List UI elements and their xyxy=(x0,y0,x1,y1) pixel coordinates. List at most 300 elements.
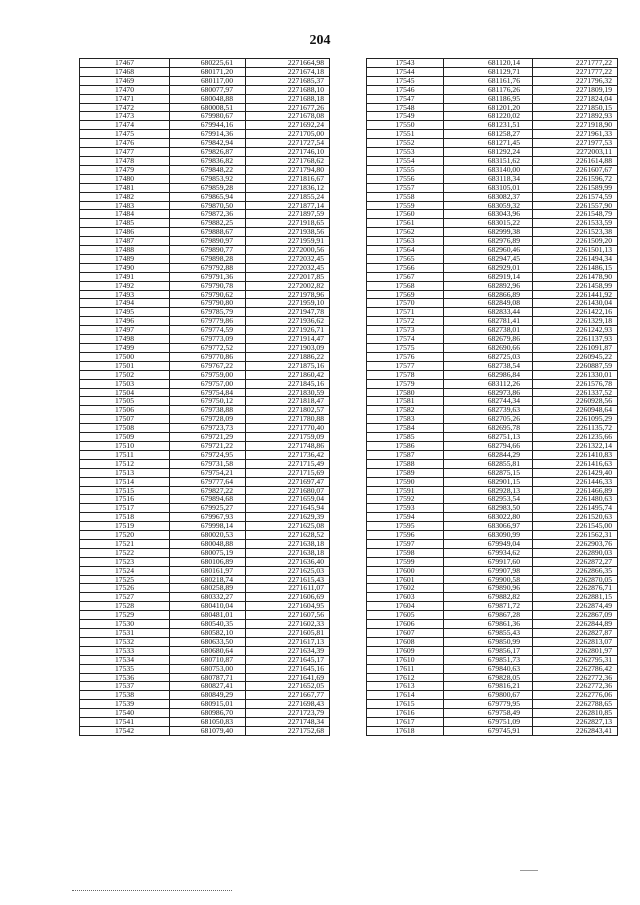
point-number-cell: 17541 xyxy=(80,718,170,727)
y-coordinate-cell: 2271625,03 xyxy=(246,566,330,575)
x-coordinate-cell: 679790,78 xyxy=(170,281,246,290)
x-coordinate-cell: 680218,74 xyxy=(170,575,246,584)
table-row xyxy=(80,237,330,246)
x-coordinate-cell: 679848,22 xyxy=(170,165,246,174)
table-row xyxy=(367,468,618,477)
table-row xyxy=(80,370,330,379)
point-number-cell: 17589 xyxy=(367,468,444,477)
point-number-cell: 17545 xyxy=(367,76,444,85)
table-row xyxy=(367,531,618,540)
x-coordinate-cell: 682739,63 xyxy=(444,406,533,415)
x-coordinate-cell: 679855,43 xyxy=(444,629,533,638)
point-number-cell: 17575 xyxy=(367,344,444,353)
point-number-cell: 17476 xyxy=(80,139,170,148)
x-coordinate-cell: 679872,36 xyxy=(170,210,246,219)
point-number-cell: 17618 xyxy=(367,726,444,735)
y-coordinate-cell: 2271818,47 xyxy=(246,397,330,406)
y-coordinate-cell: 2260945,22 xyxy=(533,352,618,361)
x-coordinate-cell: 683112,26 xyxy=(444,379,533,388)
table-row xyxy=(80,103,330,112)
y-coordinate-cell: 2262772,36 xyxy=(533,682,618,691)
y-coordinate-cell: 2271645,16 xyxy=(246,664,330,673)
point-number-cell: 17616 xyxy=(367,709,444,718)
point-number-cell: 17536 xyxy=(80,673,170,682)
y-coordinate-cell: 2271978,96 xyxy=(246,290,330,299)
point-number-cell: 17485 xyxy=(80,219,170,228)
x-coordinate-cell: 681220,02 xyxy=(444,112,533,121)
x-coordinate-cell: 680020,53 xyxy=(170,531,246,540)
point-number-cell: 17478 xyxy=(80,156,170,165)
table-row xyxy=(367,557,618,566)
point-number-cell: 17526 xyxy=(80,584,170,593)
y-coordinate-cell: 2271617,13 xyxy=(246,637,330,646)
y-coordinate-cell: 2271692,24 xyxy=(246,121,330,130)
y-coordinate-cell: 2262827,87 xyxy=(533,629,618,638)
x-coordinate-cell: 683151,62 xyxy=(444,156,533,165)
y-coordinate-cell: 2271605,81 xyxy=(246,629,330,638)
y-coordinate-cell: 2262874,49 xyxy=(533,602,618,611)
x-coordinate-cell: 679777,64 xyxy=(170,477,246,486)
table-row xyxy=(367,611,618,620)
point-number-cell: 17583 xyxy=(367,415,444,424)
y-coordinate-cell: 2261235,66 xyxy=(533,433,618,442)
table-row xyxy=(367,76,618,85)
point-number-cell: 17612 xyxy=(367,673,444,682)
table-row xyxy=(80,726,330,735)
y-coordinate-cell: 2271809,19 xyxy=(533,85,618,94)
point-number-cell: 17479 xyxy=(80,165,170,174)
y-coordinate-cell: 2271604,95 xyxy=(246,602,330,611)
point-number-cell: 17483 xyxy=(80,201,170,210)
table-row xyxy=(367,174,618,183)
point-number-cell: 17540 xyxy=(80,709,170,718)
x-coordinate-cell: 680048,88 xyxy=(170,94,246,103)
y-coordinate-cell: 2271794,80 xyxy=(246,165,330,174)
table-row xyxy=(367,272,618,281)
table-row xyxy=(367,299,618,308)
y-coordinate-cell: 2261545,00 xyxy=(533,522,618,531)
x-coordinate-cell: 680258,89 xyxy=(170,584,246,593)
table-row xyxy=(367,94,618,103)
table-row xyxy=(367,593,618,602)
y-coordinate-cell: 2261242,93 xyxy=(533,326,618,335)
point-number-cell: 17518 xyxy=(80,513,170,522)
y-coordinate-cell: 2271777,22 xyxy=(533,67,618,76)
x-coordinate-cell: 679827,22 xyxy=(170,486,246,495)
x-coordinate-cell: 680117,00 xyxy=(170,76,246,85)
y-coordinate-cell: 2271674,18 xyxy=(246,67,330,76)
point-number-cell: 17534 xyxy=(80,655,170,664)
table-row xyxy=(80,682,330,691)
x-coordinate-cell: 679731,58 xyxy=(170,459,246,468)
table-row xyxy=(80,192,330,201)
point-number-cell: 17517 xyxy=(80,504,170,513)
table-row xyxy=(80,148,330,157)
y-coordinate-cell: 2271723,79 xyxy=(246,709,330,718)
x-coordinate-cell: 679723,73 xyxy=(170,424,246,433)
table-row xyxy=(367,237,618,246)
x-coordinate-cell: 680106,89 xyxy=(170,557,246,566)
table-row xyxy=(80,272,330,281)
x-coordinate-cell: 682953,54 xyxy=(444,495,533,504)
point-number-cell: 17516 xyxy=(80,495,170,504)
table-row xyxy=(367,709,618,718)
table-row xyxy=(80,379,330,388)
point-number-cell: 17488 xyxy=(80,246,170,255)
y-coordinate-cell: 2260948,64 xyxy=(533,406,618,415)
y-coordinate-cell: 2262810,85 xyxy=(533,709,618,718)
table-row xyxy=(367,620,618,629)
table-row xyxy=(80,539,330,548)
x-coordinate-cell: 679791,36 xyxy=(170,272,246,281)
point-number-cell: 17491 xyxy=(80,272,170,281)
point-number-cell: 17482 xyxy=(80,192,170,201)
x-coordinate-cell: 680680,64 xyxy=(170,646,246,655)
y-coordinate-cell: 2261330,01 xyxy=(533,370,618,379)
x-coordinate-cell: 679773,09 xyxy=(170,335,246,344)
x-coordinate-cell: 679754,21 xyxy=(170,468,246,477)
point-number-cell: 17475 xyxy=(80,130,170,139)
x-coordinate-cell: 683059,32 xyxy=(444,201,533,210)
y-coordinate-cell: 2261557,90 xyxy=(533,201,618,210)
y-coordinate-cell: 2261494,34 xyxy=(533,254,618,263)
table-row xyxy=(80,646,330,655)
x-coordinate-cell: 682744,34 xyxy=(444,397,533,406)
point-number-cell: 17608 xyxy=(367,637,444,646)
table-row xyxy=(367,629,618,638)
table-row xyxy=(80,121,330,130)
x-coordinate-cell: 681201,20 xyxy=(444,103,533,112)
x-coordinate-cell: 683118,34 xyxy=(444,174,533,183)
point-number-cell: 17561 xyxy=(367,219,444,228)
y-coordinate-cell: 2261422,16 xyxy=(533,308,618,317)
y-coordinate-cell: 2271677,26 xyxy=(246,103,330,112)
x-coordinate-cell: 680048,88 xyxy=(170,539,246,548)
point-number-cell: 17582 xyxy=(367,406,444,415)
point-number-cell: 17579 xyxy=(367,379,444,388)
table-row xyxy=(367,254,618,263)
y-coordinate-cell: 2262843,41 xyxy=(533,726,618,735)
y-coordinate-cell: 2271628,52 xyxy=(246,531,330,540)
point-number-cell: 17592 xyxy=(367,495,444,504)
table-row xyxy=(80,513,330,522)
table-row xyxy=(80,174,330,183)
x-coordinate-cell: 679925,27 xyxy=(170,504,246,513)
x-coordinate-cell: 679759,00 xyxy=(170,370,246,379)
point-number-cell: 17572 xyxy=(367,317,444,326)
table-row xyxy=(367,263,618,272)
x-coordinate-cell: 683015,22 xyxy=(444,219,533,228)
table-row xyxy=(80,112,330,121)
x-coordinate-cell: 682973,86 xyxy=(444,388,533,397)
table-row xyxy=(80,433,330,442)
point-number-cell: 17574 xyxy=(367,335,444,344)
y-coordinate-cell: 2271796,32 xyxy=(533,76,618,85)
y-coordinate-cell: 2271959,91 xyxy=(246,237,330,246)
table-row xyxy=(80,557,330,566)
point-number-cell: 17506 xyxy=(80,406,170,415)
x-coordinate-cell: 679816,21 xyxy=(444,682,533,691)
point-number-cell: 17530 xyxy=(80,620,170,629)
y-coordinate-cell: 2271836,12 xyxy=(246,183,330,192)
y-coordinate-cell: 2261446,33 xyxy=(533,477,618,486)
table-row xyxy=(367,183,618,192)
point-number-cell: 17587 xyxy=(367,450,444,459)
x-coordinate-cell: 682960,46 xyxy=(444,246,533,255)
x-coordinate-cell: 679890,77 xyxy=(170,246,246,255)
x-coordinate-cell: 681258,27 xyxy=(444,130,533,139)
footer-rule xyxy=(72,890,232,891)
point-number-cell: 17514 xyxy=(80,477,170,486)
table-row xyxy=(80,281,330,290)
y-coordinate-cell: 2271897,59 xyxy=(246,210,330,219)
table-row xyxy=(367,575,618,584)
x-coordinate-cell: 683105,01 xyxy=(444,183,533,192)
y-coordinate-cell: 2262844,89 xyxy=(533,620,618,629)
x-coordinate-cell: 683082,37 xyxy=(444,192,533,201)
x-coordinate-cell: 682892,96 xyxy=(444,281,533,290)
y-coordinate-cell: 2261137,93 xyxy=(533,335,618,344)
point-number-cell: 17615 xyxy=(367,700,444,709)
y-coordinate-cell: 2271936,62 xyxy=(246,317,330,326)
y-coordinate-cell: 2260928,56 xyxy=(533,397,618,406)
table-row xyxy=(367,441,618,450)
table-row xyxy=(80,130,330,139)
point-number-cell: 17551 xyxy=(367,130,444,139)
y-coordinate-cell: 2262827,13 xyxy=(533,718,618,727)
y-coordinate-cell: 2271736,42 xyxy=(246,450,330,459)
x-coordinate-cell: 679840,63 xyxy=(444,664,533,673)
table-row xyxy=(80,290,330,299)
table-row xyxy=(367,718,618,727)
point-number-cell: 17601 xyxy=(367,575,444,584)
x-coordinate-cell: 679888,67 xyxy=(170,228,246,237)
x-coordinate-cell: 679779,86 xyxy=(170,317,246,326)
y-coordinate-cell: 2261135,72 xyxy=(533,424,618,433)
point-number-cell: 17564 xyxy=(367,246,444,255)
y-coordinate-cell: 2271752,68 xyxy=(246,726,330,735)
y-coordinate-cell: 2271748,86 xyxy=(246,441,330,450)
table-row xyxy=(80,691,330,700)
point-number-cell: 17487 xyxy=(80,237,170,246)
y-coordinate-cell: 2261589,99 xyxy=(533,183,618,192)
point-number-cell: 17591 xyxy=(367,486,444,495)
y-coordinate-cell: 2261495,74 xyxy=(533,504,618,513)
table-row xyxy=(367,317,618,326)
table-row xyxy=(80,620,330,629)
table-row xyxy=(367,361,618,370)
y-coordinate-cell: 2261562,31 xyxy=(533,531,618,540)
point-number-cell: 17550 xyxy=(367,121,444,130)
table-row xyxy=(80,629,330,638)
point-number-cell: 17511 xyxy=(80,450,170,459)
x-coordinate-cell: 679894,68 xyxy=(170,495,246,504)
table-row xyxy=(80,468,330,477)
point-number-cell: 17522 xyxy=(80,548,170,557)
y-coordinate-cell: 2271715,49 xyxy=(246,459,330,468)
margin-mark xyxy=(520,870,538,871)
table-row xyxy=(80,566,330,575)
y-coordinate-cell: 2271606,69 xyxy=(246,593,330,602)
y-coordinate-cell: 2271777,22 xyxy=(533,59,618,68)
point-number-cell: 17546 xyxy=(367,85,444,94)
table-row xyxy=(367,397,618,406)
point-number-cell: 17473 xyxy=(80,112,170,121)
x-coordinate-cell: 682901,15 xyxy=(444,477,533,486)
point-number-cell: 17507 xyxy=(80,415,170,424)
table-row xyxy=(80,361,330,370)
point-number-cell: 17494 xyxy=(80,299,170,308)
x-coordinate-cell: 681231,51 xyxy=(444,121,533,130)
x-coordinate-cell: 679890,96 xyxy=(444,584,533,593)
table-row xyxy=(367,326,618,335)
x-coordinate-cell: 680171,20 xyxy=(170,67,246,76)
table-row xyxy=(80,486,330,495)
point-number-cell: 17470 xyxy=(80,85,170,94)
y-coordinate-cell: 2271877,14 xyxy=(246,201,330,210)
point-number-cell: 17509 xyxy=(80,433,170,442)
x-coordinate-cell: 679785,79 xyxy=(170,308,246,317)
table-row xyxy=(80,308,330,317)
point-number-cell: 17481 xyxy=(80,183,170,192)
table-row xyxy=(80,664,330,673)
x-coordinate-cell: 680225,61 xyxy=(170,59,246,68)
x-coordinate-cell: 680827,41 xyxy=(170,682,246,691)
y-coordinate-cell: 2261466,89 xyxy=(533,486,618,495)
table-row xyxy=(367,691,618,700)
x-coordinate-cell: 681176,26 xyxy=(444,85,533,94)
x-coordinate-cell: 679745,91 xyxy=(444,726,533,735)
y-coordinate-cell: 2261596,72 xyxy=(533,174,618,183)
table-row xyxy=(80,700,330,709)
table-row xyxy=(80,246,330,255)
table-row xyxy=(367,228,618,237)
x-coordinate-cell: 682855,81 xyxy=(444,459,533,468)
x-coordinate-cell: 682929,01 xyxy=(444,263,533,272)
y-coordinate-cell: 2261576,78 xyxy=(533,379,618,388)
y-coordinate-cell: 2271636,40 xyxy=(246,557,330,566)
y-coordinate-cell: 2272000,56 xyxy=(246,246,330,255)
y-coordinate-cell: 2261441,92 xyxy=(533,290,618,299)
point-number-cell: 17614 xyxy=(367,691,444,700)
point-number-cell: 17609 xyxy=(367,646,444,655)
y-coordinate-cell: 2271698,43 xyxy=(246,700,330,709)
table-row xyxy=(80,548,330,557)
point-number-cell: 17515 xyxy=(80,486,170,495)
point-number-cell: 17504 xyxy=(80,388,170,397)
x-coordinate-cell: 682690,66 xyxy=(444,344,533,353)
table-row xyxy=(80,406,330,415)
table-row xyxy=(367,700,618,709)
x-coordinate-cell: 679754,84 xyxy=(170,388,246,397)
x-coordinate-cell: 679724,95 xyxy=(170,450,246,459)
y-coordinate-cell: 2261322,14 xyxy=(533,441,618,450)
table-row xyxy=(367,130,618,139)
table-row xyxy=(367,192,618,201)
y-coordinate-cell: 2261410,83 xyxy=(533,450,618,459)
x-coordinate-cell: 679826,87 xyxy=(170,148,246,157)
point-number-cell: 17610 xyxy=(367,655,444,664)
table-row xyxy=(367,112,618,121)
x-coordinate-cell: 679944,16 xyxy=(170,121,246,130)
point-number-cell: 17598 xyxy=(367,548,444,557)
y-coordinate-cell: 2261429,40 xyxy=(533,468,618,477)
y-coordinate-cell: 2271816,67 xyxy=(246,174,330,183)
table-row xyxy=(367,424,618,433)
y-coordinate-cell: 2271685,37 xyxy=(246,76,330,85)
table-row xyxy=(367,352,618,361)
y-coordinate-cell: 2271615,43 xyxy=(246,575,330,584)
table-row xyxy=(367,459,618,468)
y-coordinate-cell: 2261614,88 xyxy=(533,156,618,165)
table-row xyxy=(80,219,330,228)
point-number-cell: 17577 xyxy=(367,361,444,370)
table-row xyxy=(367,637,618,646)
table-row xyxy=(367,486,618,495)
point-number-cell: 17554 xyxy=(367,156,444,165)
page-number: 204 xyxy=(309,33,331,48)
y-coordinate-cell: 2271918,90 xyxy=(533,121,618,130)
point-number-cell: 17496 xyxy=(80,317,170,326)
y-coordinate-cell: 2271664,98 xyxy=(246,59,330,68)
table-row xyxy=(80,397,330,406)
table-row xyxy=(80,415,330,424)
point-number-cell: 17535 xyxy=(80,664,170,673)
x-coordinate-cell: 679842,94 xyxy=(170,139,246,148)
point-number-cell: 17467 xyxy=(80,59,170,68)
x-coordinate-cell: 679774,59 xyxy=(170,326,246,335)
y-coordinate-cell: 2271845,16 xyxy=(246,379,330,388)
point-number-cell: 17477 xyxy=(80,148,170,157)
point-number-cell: 17596 xyxy=(367,531,444,540)
table-row xyxy=(367,495,618,504)
point-number-cell: 17499 xyxy=(80,344,170,353)
point-number-cell: 17495 xyxy=(80,308,170,317)
x-coordinate-cell: 682738,01 xyxy=(444,326,533,335)
table-row xyxy=(367,210,618,219)
x-coordinate-cell: 679907,98 xyxy=(444,566,533,575)
y-coordinate-cell: 2271830,59 xyxy=(246,388,330,397)
y-coordinate-cell: 2271824,04 xyxy=(533,94,618,103)
y-coordinate-cell: 2261478,90 xyxy=(533,272,618,281)
y-coordinate-cell: 2262795,31 xyxy=(533,655,618,664)
point-number-cell: 17602 xyxy=(367,584,444,593)
y-coordinate-cell: 2261095,29 xyxy=(533,415,618,424)
table-row xyxy=(367,370,618,379)
table-row xyxy=(367,165,618,174)
table-row xyxy=(367,290,618,299)
x-coordinate-cell: 682866,89 xyxy=(444,290,533,299)
x-coordinate-cell: 683022,80 xyxy=(444,513,533,522)
point-number-cell: 17512 xyxy=(80,459,170,468)
y-coordinate-cell: 2271727,54 xyxy=(246,139,330,148)
x-coordinate-cell: 682781,41 xyxy=(444,317,533,326)
y-coordinate-cell: 2271680,07 xyxy=(246,486,330,495)
table-row xyxy=(367,682,618,691)
y-coordinate-cell: 2271678,08 xyxy=(246,112,330,121)
x-coordinate-cell: 679721,22 xyxy=(170,441,246,450)
y-coordinate-cell: 2271802,57 xyxy=(246,406,330,415)
point-number-cell: 17588 xyxy=(367,459,444,468)
y-coordinate-cell: 2262776,06 xyxy=(533,691,618,700)
y-coordinate-cell: 2261091,87 xyxy=(533,344,618,353)
y-coordinate-cell: 2262903,76 xyxy=(533,539,618,548)
x-coordinate-cell: 680633,50 xyxy=(170,637,246,646)
y-coordinate-cell: 2271770,40 xyxy=(246,424,330,433)
table-row xyxy=(367,450,618,459)
y-coordinate-cell: 2272002,82 xyxy=(246,281,330,290)
x-coordinate-cell: 679934,62 xyxy=(444,548,533,557)
